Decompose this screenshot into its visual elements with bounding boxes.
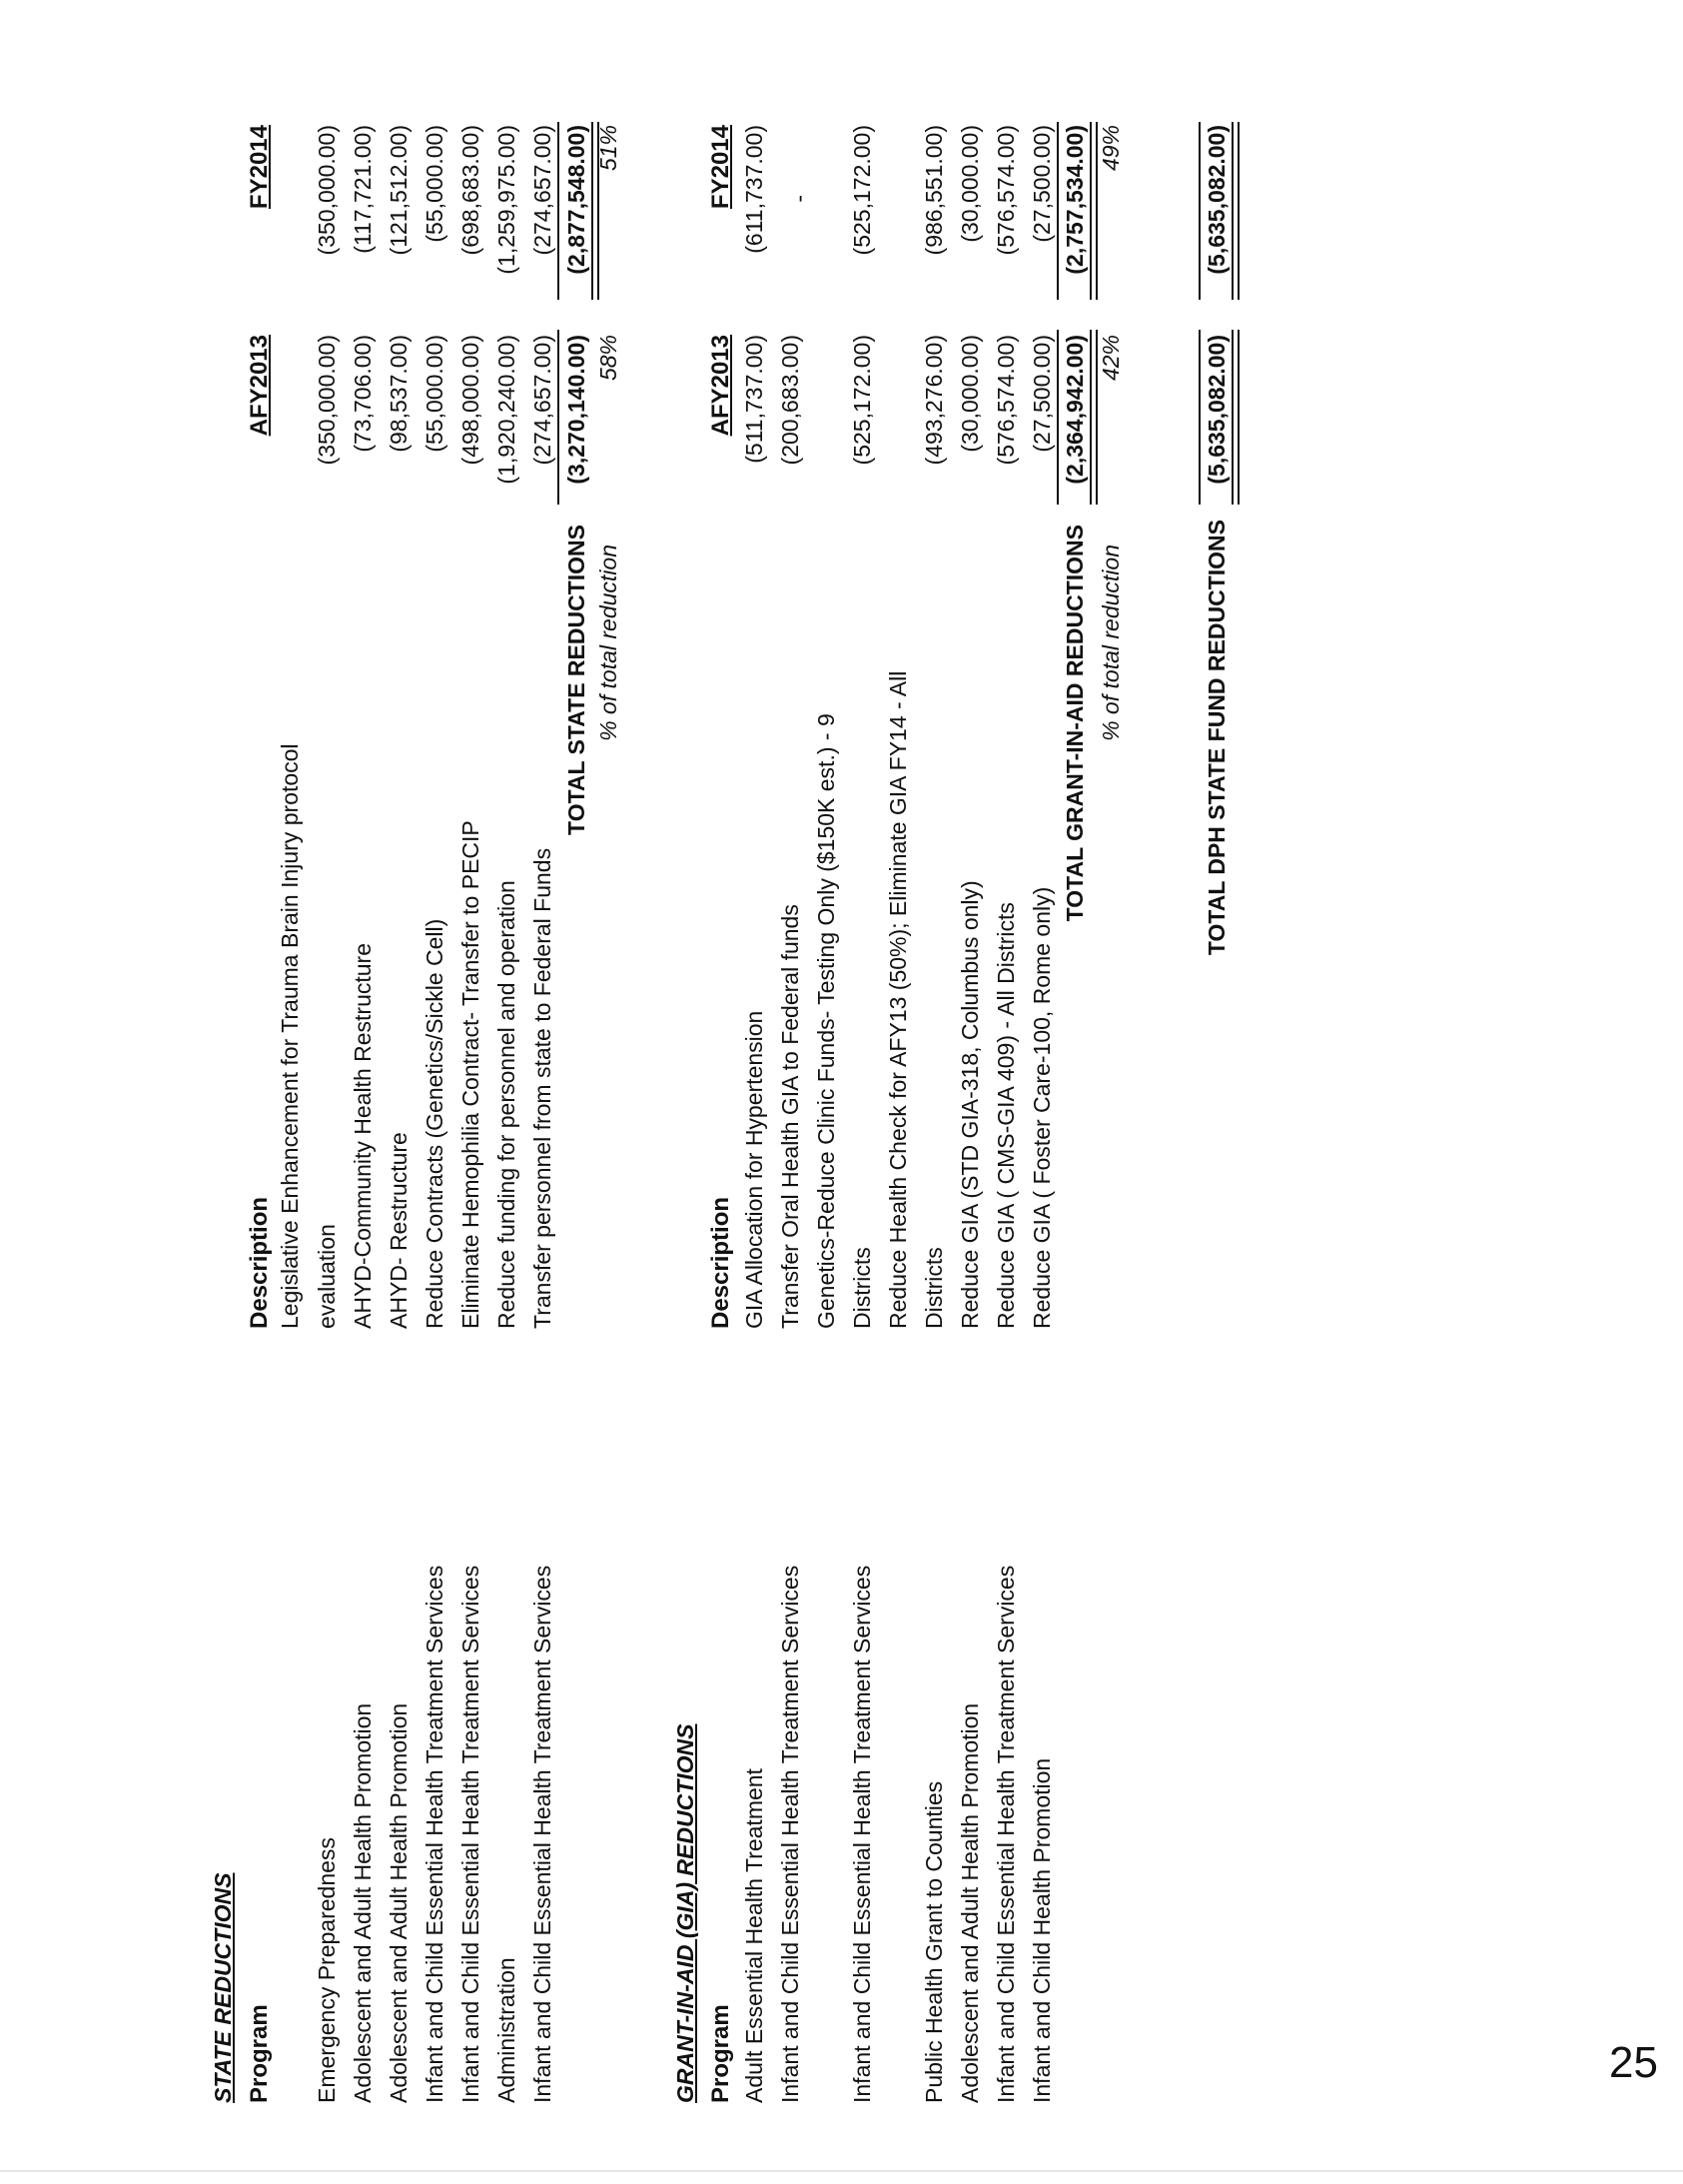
gia-row-program: Infant and Child Health Promotion bbox=[1029, 1757, 1055, 2103]
state-pct-label: % of total reduction bbox=[595, 545, 621, 741]
state-row-description: evaluation bbox=[314, 1224, 340, 1329]
gia-row-description: Districts bbox=[849, 1247, 875, 1329]
gia-row-afy2013: (576,574.00) bbox=[993, 335, 1019, 466]
state-row-afy2013: (498,000.00) bbox=[457, 335, 483, 466]
gia-row-fy2014: - bbox=[786, 195, 812, 203]
state-row-afy2013: (55,000.00) bbox=[421, 335, 447, 453]
state-row-fy2014: (350,000.00) bbox=[314, 125, 340, 256]
state-row-description: Eliminate Hemophilia Contract- Transfer to PECIP bbox=[457, 820, 483, 1329]
state-row-afy2013: (73,706.00) bbox=[350, 335, 376, 453]
state-row-description: Legislative Enhancement for Trauma Brain Injury protocol bbox=[277, 743, 303, 1329]
state-total-rule-afy2013 bbox=[557, 330, 559, 505]
state-row-afy2013: (350,000.00) bbox=[314, 335, 340, 466]
gia-row-fy2014: (576,574.00) bbox=[993, 125, 1019, 256]
grand-total-label: TOTAL DPH STATE FUND REDUCTIONS bbox=[1204, 520, 1230, 956]
gia-row-fy2014: (611,737.00) bbox=[741, 125, 767, 254]
state-description-header: Description bbox=[246, 1196, 273, 1329]
gia-row-description: Reduce GIA (STD GIA-318, Columbus only) bbox=[957, 880, 983, 1329]
state-row-afy2013: (98,537.00) bbox=[386, 335, 412, 453]
state-row-fy2014: (117,721.00) bbox=[350, 125, 376, 254]
gia-row-description: Genetics-Reduce Clinic Funds- Testing Only ($150K est.) - 9 bbox=[813, 713, 839, 1329]
grand-total-fy2014: (5,635,082.00) bbox=[1204, 125, 1230, 275]
state-row-afy2013: (274,657.00) bbox=[529, 335, 555, 466]
grand-total-double-rule-fy2014 bbox=[1232, 122, 1240, 300]
state-row-fy2014: (698,683.00) bbox=[457, 125, 483, 256]
gia-row-afy2013: (200,683.00) bbox=[777, 335, 803, 466]
state-fy2014-header: FY2014 bbox=[246, 125, 273, 210]
gia-total-double-rule-fy2014 bbox=[1090, 122, 1098, 300]
state-total-afy2013: (3,270,140.00) bbox=[563, 335, 589, 485]
gia-afy2013-header: AFY2013 bbox=[707, 335, 734, 437]
gia-row-description: Reduce GIA ( Foster Care-100, Rome only) bbox=[1029, 886, 1055, 1329]
gia-total-fy2014: (2,757,534.00) bbox=[1062, 125, 1088, 275]
gia-row-fy2014: (525,172.00) bbox=[849, 125, 875, 256]
state-row-description: Reduce Contracts (Genetics/Sickle Cell) bbox=[421, 918, 447, 1329]
gia-row-program: Public Health Grant to Counties bbox=[921, 1780, 947, 2103]
gia-program-header: Program bbox=[707, 2004, 734, 2103]
grand-total-double-rule-afy2013 bbox=[1232, 330, 1240, 505]
state-section-title: STATE REDUCTIONS bbox=[210, 1872, 236, 2103]
gia-row-description: Transfer Oral Health GIA to Federal funds bbox=[777, 904, 803, 1329]
gia-total-label: TOTAL GRANT-IN-AID REDUCTIONS bbox=[1062, 525, 1088, 922]
gia-row-program: Infant and Child Essential Health Treatment Services bbox=[849, 1565, 875, 2103]
state-row-fy2014: (55,000.00) bbox=[421, 125, 447, 243]
grand-total-rule-afy2013 bbox=[1199, 330, 1201, 505]
gia-row-afy2013: (493,276.00) bbox=[921, 335, 947, 466]
state-row-fy2014: (121,512.00) bbox=[386, 125, 412, 256]
gia-row-fy2014: (30,000.00) bbox=[957, 125, 983, 243]
state-row-program: Administration bbox=[493, 1957, 519, 2103]
gia-row-description: Districts bbox=[921, 1247, 947, 1329]
gia-total-afy2013: (2,364,942.00) bbox=[1062, 335, 1088, 485]
gia-row-description: Reduce GIA ( CMS-GIA 409) - All Districts bbox=[993, 902, 1019, 1329]
state-total-rule-fy2014 bbox=[557, 122, 559, 300]
grand-total-rule-fy2014 bbox=[1199, 122, 1201, 300]
state-row-description: Transfer personnel from state to Federal Funds bbox=[529, 847, 555, 1329]
state-total-fy2014: (2,877,548.00) bbox=[563, 125, 589, 275]
gia-row-program: Adolescent and Adult Health Promotion bbox=[957, 1702, 983, 2103]
state-program-header: Program bbox=[246, 2004, 273, 2103]
state-row-program: Infant and Child Essential Health Treatment Services bbox=[529, 1565, 555, 2103]
state-row-program: Adolescent and Adult Health Promotion bbox=[350, 1702, 376, 2103]
scan-edge-divider bbox=[0, 2170, 1683, 2172]
state-row-program: Infant and Child Essential Health Treatment Services bbox=[421, 1565, 447, 2103]
gia-row-program: Infant and Child Essential Health Treatment Services bbox=[993, 1565, 1019, 2103]
gia-section-title: GRANT-IN-AID (GIA) REDUCTIONS bbox=[672, 1723, 698, 2103]
state-pct-fy2014: 51% bbox=[595, 125, 621, 172]
gia-description-header: Description bbox=[707, 1196, 734, 1329]
gia-row-afy2013: (511,737.00) bbox=[741, 335, 767, 464]
state-row-program: Adolescent and Adult Health Promotion bbox=[386, 1702, 412, 2103]
gia-row-program: Infant and Child Essential Health Treatment Services bbox=[777, 1565, 803, 2103]
gia-row-program: Adult Essential Health Treatment bbox=[741, 1768, 767, 2103]
gia-row-fy2014: (27,500.00) bbox=[1029, 125, 1055, 243]
gia-pct-label: % of total reduction bbox=[1098, 545, 1124, 741]
gia-row-afy2013: (27,500.00) bbox=[1029, 335, 1055, 453]
grand-total-afy2013: (5,635,082.00) bbox=[1204, 335, 1230, 485]
gia-total-rule-fy2014 bbox=[1057, 122, 1059, 300]
state-row-program: Emergency Preparedness bbox=[314, 1837, 340, 2103]
state-row-description: Reduce funding for personnel and operation bbox=[493, 880, 519, 1329]
state-afy2013-header: AFY2013 bbox=[246, 335, 273, 437]
state-row-fy2014: (1,259,975.00) bbox=[493, 125, 519, 275]
gia-total-double-rule-afy2013 bbox=[1090, 330, 1098, 505]
state-row-fy2014: (274,657.00) bbox=[529, 125, 555, 256]
state-row-description: AHYD- Restructure bbox=[386, 1132, 412, 1329]
rotated-document bbox=[205, 55, 1503, 2103]
gia-row-description: GIA Allocation for Hypertension bbox=[741, 1010, 767, 1329]
state-row-afy2013: (1,920,240.00) bbox=[493, 335, 519, 485]
gia-pct-fy2014: 49% bbox=[1098, 125, 1124, 172]
state-row-description: AHYD-Community Health Restructure bbox=[350, 942, 376, 1329]
gia-row-description: Reduce Health Check for AFY13 (50%); Eliminate GIA FY14 - All bbox=[885, 670, 911, 1329]
gia-row-afy2013: (30,000.00) bbox=[957, 335, 983, 453]
gia-row-fy2014: (986,551.00) bbox=[921, 125, 947, 256]
gia-pct-afy2013: 42% bbox=[1098, 335, 1124, 382]
state-pct-afy2013: 58% bbox=[595, 335, 621, 382]
state-row-program: Infant and Child Essential Health Treatment Services bbox=[457, 1565, 483, 2103]
page-number: 25 bbox=[1609, 2038, 1658, 2087]
gia-row-afy2013: (525,172.00) bbox=[849, 335, 875, 466]
gia-fy2014-header: FY2014 bbox=[707, 125, 734, 210]
state-total-label: TOTAL STATE REDUCTIONS bbox=[563, 525, 589, 835]
gia-total-rule-afy2013 bbox=[1057, 330, 1059, 505]
